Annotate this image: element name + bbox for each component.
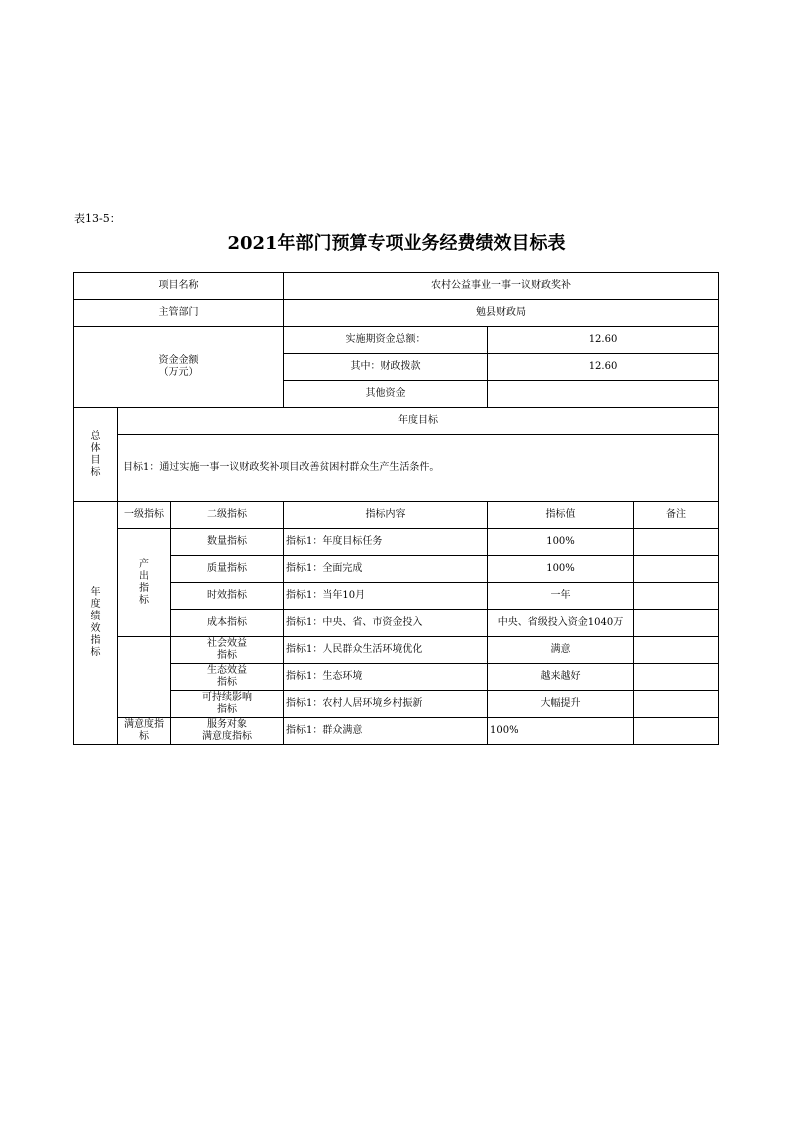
value-cell: 中央、省级投入资金1040万: [488, 610, 634, 637]
level2-cell: [171, 637, 284, 664]
annual-indicator-char: 指: [90, 635, 101, 646]
total-funds-label: 实施期资金总额：: [284, 327, 488, 354]
level2-cell: 时效指标: [171, 583, 284, 610]
content-cell: 指标1：当年10月: [284, 583, 488, 610]
header-content: 指标内容: [284, 502, 488, 529]
annual-indicator-label: [74, 502, 118, 745]
level2-line2: 满意度指标: [202, 731, 252, 742]
annual-indicator-char: 效: [90, 623, 101, 634]
indicator-header-row: [74, 502, 719, 529]
note-cell: [634, 610, 719, 637]
funds-label: [74, 327, 284, 408]
content-cell: 指标1：群众满意: [284, 718, 488, 745]
level2-cell: 质量指标: [171, 556, 284, 583]
satisfaction-row: [74, 718, 719, 745]
output-indicator-label: [118, 529, 171, 637]
goal-text: 目标1：通过实施一事一议财政奖补项目改善贫困村群众生产生活条件。: [118, 435, 719, 502]
document-title: 2021年部门预算专项业务经费绩效目标表: [227, 233, 566, 254]
funds-label-line2: （万元）: [158, 367, 199, 378]
level1-line1: 满意度指: [124, 719, 164, 730]
overall-goal-char: 体: [90, 442, 101, 454]
department-value: 勉县财政局: [284, 300, 719, 327]
level2-line1: 社会效益: [207, 638, 247, 649]
project-name-label: 项目名称: [74, 273, 284, 300]
project-name-row: [74, 273, 719, 300]
annual-indicator-char: 年: [90, 587, 101, 598]
content-cell: 指标1：全面完成: [284, 556, 488, 583]
output-indicator-char: 出: [139, 570, 149, 582]
goal-text-row: [74, 435, 719, 502]
indicator-row: [74, 691, 719, 718]
table-number: 表13-5：: [74, 212, 121, 225]
level2-cell: 成本指标: [171, 610, 284, 637]
annual-indicator-char: 绩: [90, 611, 101, 622]
header-note: 备注: [634, 502, 719, 529]
value-cell: 100%: [488, 556, 634, 583]
value-cell: 满意: [488, 637, 634, 664]
fiscal-funds-label: 其中：财政拨款: [284, 354, 488, 381]
output-indicator-char: 标: [139, 594, 149, 606]
note-cell: [634, 529, 719, 556]
satisfaction-level1: [118, 718, 171, 745]
content-cell: 指标1：生态环境: [284, 664, 488, 691]
department-label: 主管部门: [74, 300, 284, 327]
overall-goal-label: [74, 408, 118, 502]
header-level2: 二级指标: [171, 502, 284, 529]
note-cell: [634, 637, 719, 664]
content-cell: 指标1：中央、省、市资金投入: [284, 610, 488, 637]
note-cell: [634, 691, 719, 718]
value-cell: 100%: [488, 718, 634, 745]
output-indicator-char: 产: [139, 558, 149, 570]
level2-line1: 生态效益: [207, 665, 247, 676]
indicator-row: [74, 637, 719, 664]
indicator-row: [74, 556, 719, 583]
benefit-indicator-label: [118, 637, 171, 718]
level2-cell: [171, 691, 284, 718]
level2-line2: 指标: [217, 650, 237, 661]
value-cell: 100%: [488, 529, 634, 556]
level2-line2: 指标: [217, 677, 237, 688]
performance-target-table: [73, 272, 719, 745]
level2-line1: 服务对象: [207, 719, 247, 730]
value-cell: 一年: [488, 583, 634, 610]
total-funds-value: 12.60: [488, 327, 719, 354]
level2-line1: 可持续影响: [202, 692, 252, 703]
indicator-row: [74, 583, 719, 610]
note-cell: [634, 556, 719, 583]
note-cell: [634, 718, 719, 745]
other-funds-label: 其他资金: [284, 381, 488, 408]
overall-goal-char: 总: [90, 430, 101, 442]
level2-cell: [171, 664, 284, 691]
overall-goal-char: 目: [90, 454, 101, 466]
indicator-row: [74, 610, 719, 637]
annual-goal-header-row: [74, 408, 719, 435]
annual-goal-label: 年度目标: [118, 408, 719, 435]
level2-cell: [171, 718, 284, 745]
other-funds-value: [488, 381, 719, 408]
level2-line2: 指标: [217, 704, 237, 715]
value-cell: 越来越好: [488, 664, 634, 691]
level1-line2: 标: [139, 731, 149, 742]
content-cell: 指标1：人民群众生活环境优化: [284, 637, 488, 664]
header-value: 指标值: [488, 502, 634, 529]
fiscal-funds-value: 12.60: [488, 354, 719, 381]
note-cell: [634, 583, 719, 610]
indicator-row: [74, 664, 719, 691]
annual-indicator-char: 标: [90, 647, 101, 658]
funds-total-row: [74, 327, 719, 354]
header-level1: 一级指标: [118, 502, 171, 529]
output-indicator-char: 指: [139, 582, 149, 594]
note-cell: [634, 664, 719, 691]
department-row: [74, 300, 719, 327]
indicator-row: [74, 529, 719, 556]
content-cell: 指标1：年度目标任务: [284, 529, 488, 556]
funds-label-line1: 资金金额: [158, 355, 199, 366]
level2-cell: 数量指标: [171, 529, 284, 556]
content-cell: 指标1：农村人居环境乡村振新: [284, 691, 488, 718]
value-cell: 大幅提升: [488, 691, 634, 718]
project-name-value: 农村公益事业一事一议财政奖补: [284, 273, 719, 300]
overall-goal-char: 标: [90, 466, 101, 478]
annual-indicator-char: 度: [90, 599, 101, 610]
